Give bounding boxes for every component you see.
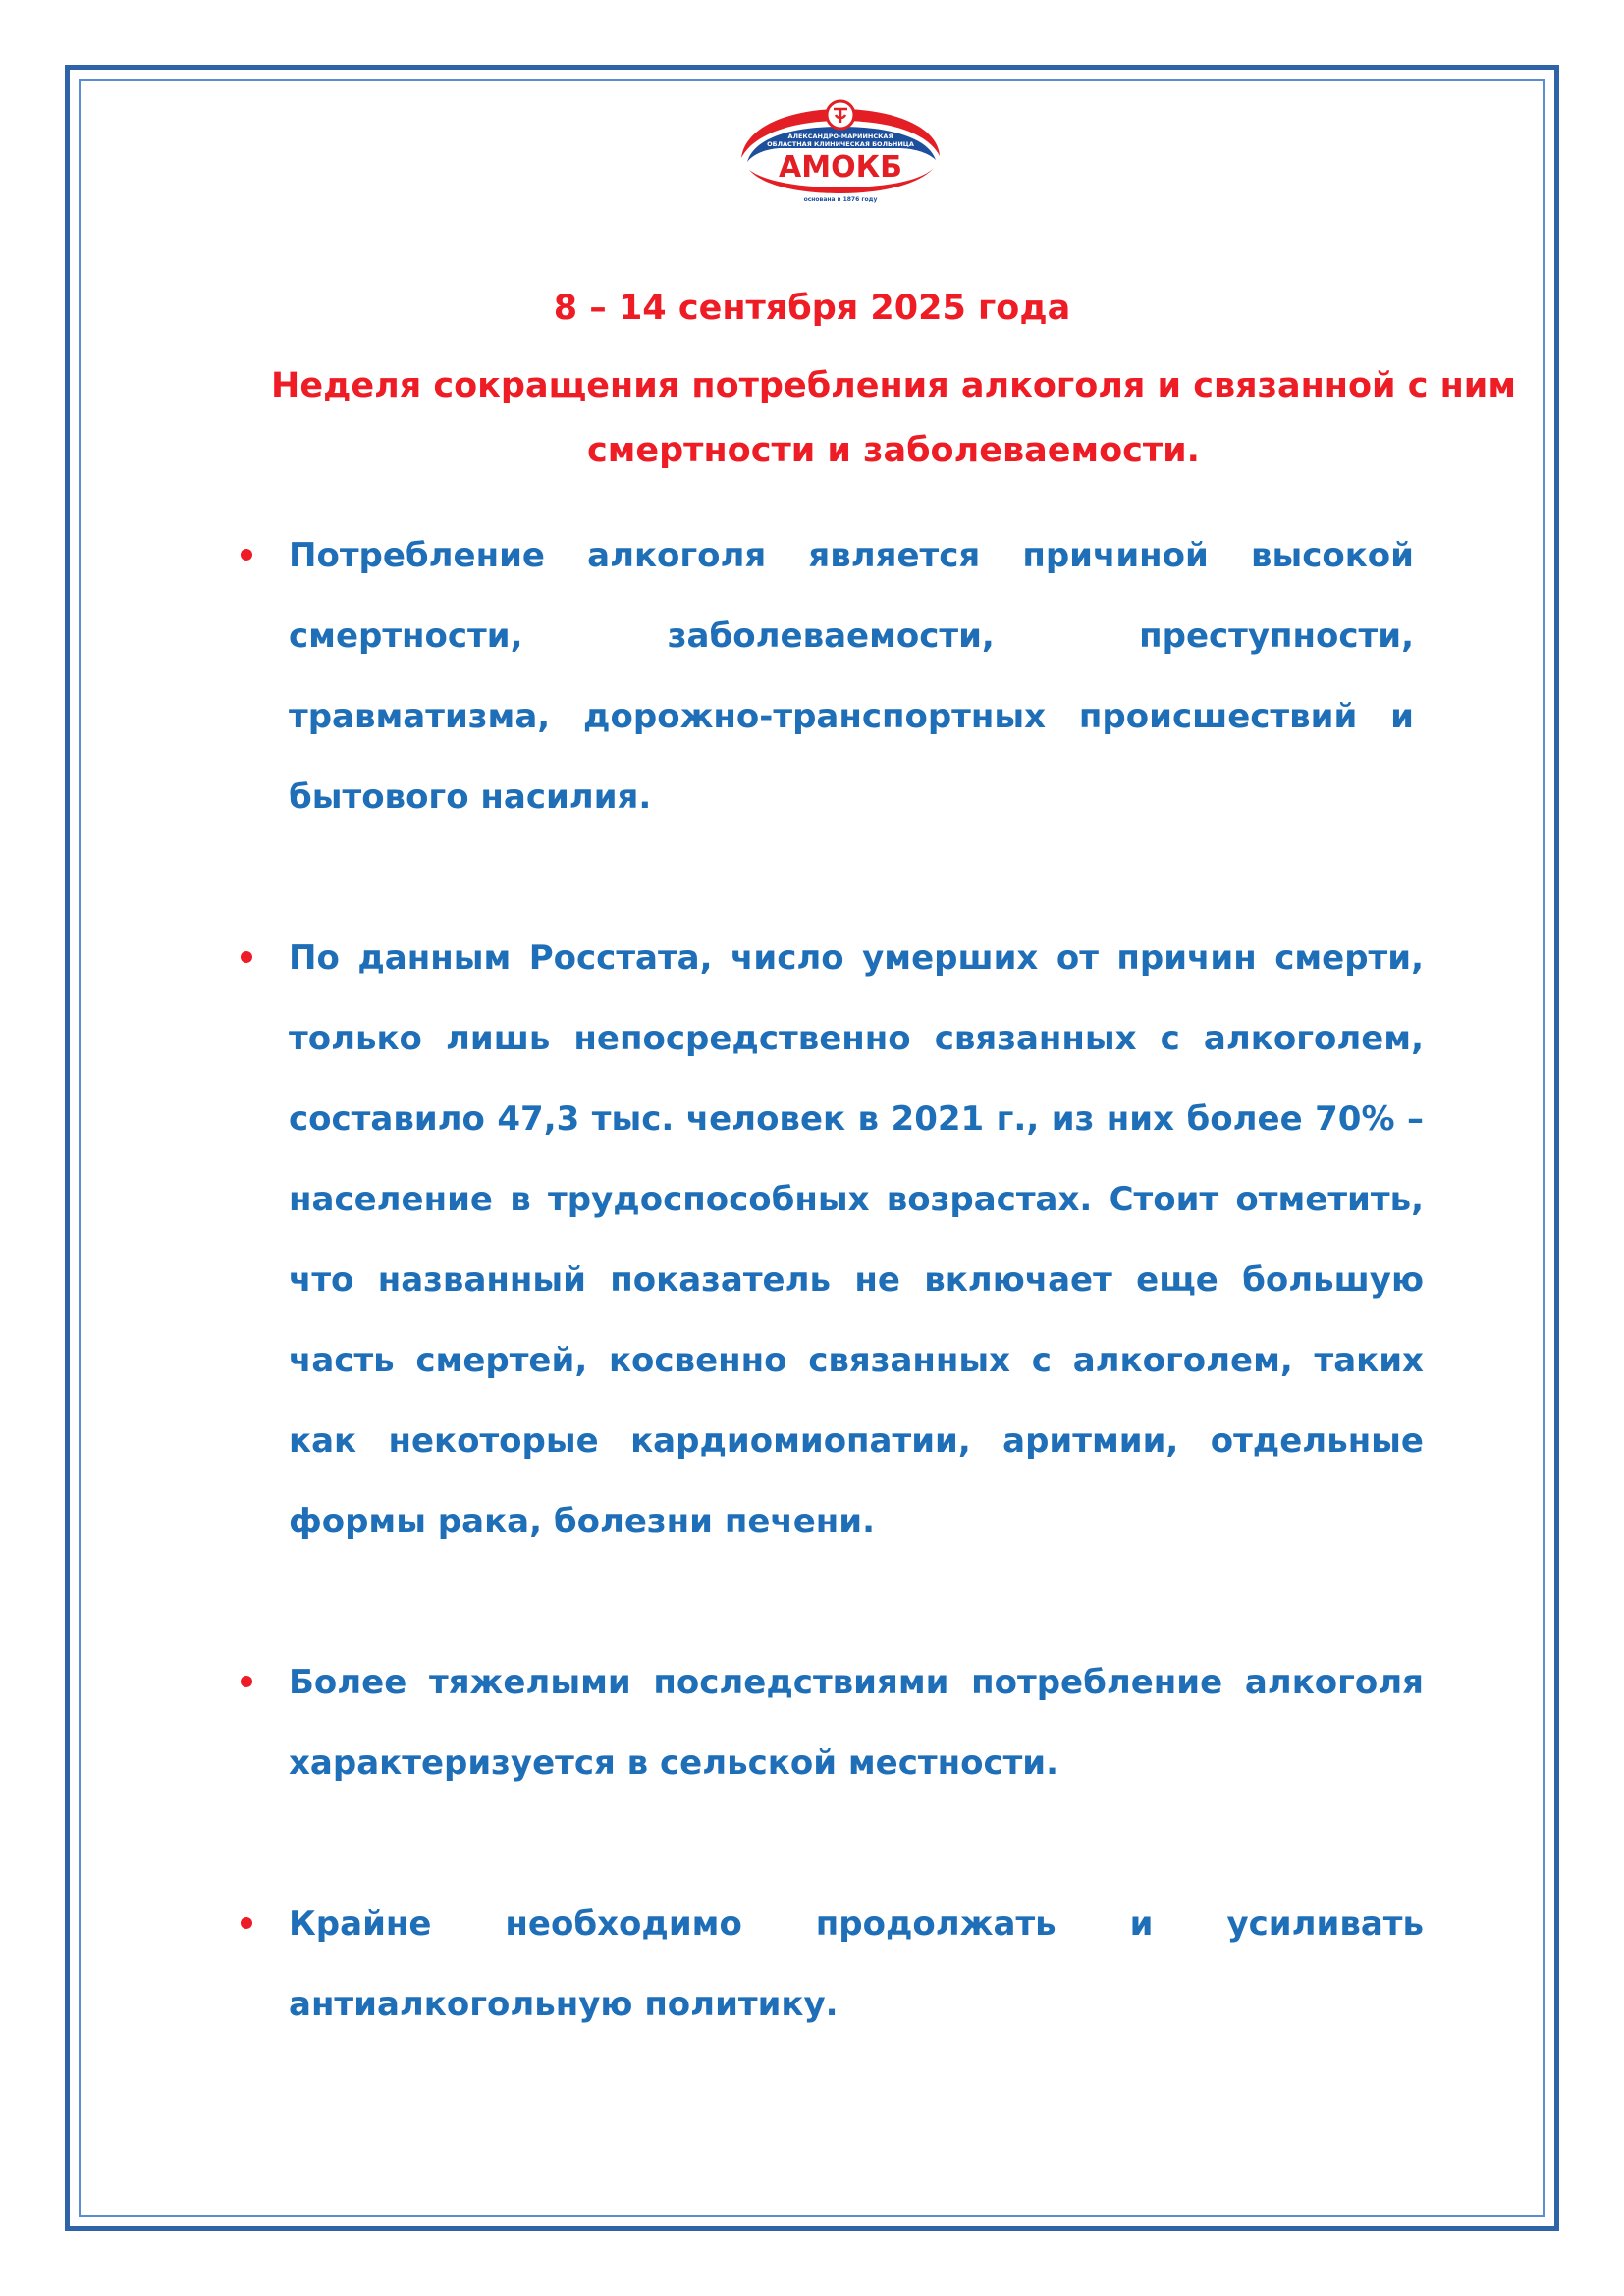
bullet-item: Более тяжелыми последствиями потребление алкоголя характеризуется в сельской местности. xyxy=(236,1642,1424,1803)
logo-founded: основана в 1876 году xyxy=(803,196,878,203)
logo-abbr: АМОКБ xyxy=(779,150,902,185)
bullet-item: По данным Росстата, число умерших от причин смерти, только лишь непосредственно связанных с алкоголем, составило 47,3 тыс. человек в 2021 г., из них более 70% – население в трудоспособных возрастах. Стоит отметить, что названный показатель не включает еще большую часть смертей, косвенно связанных с алкоголем, таких как некоторые кардиомиопатии, аритмии, отдельные формы рака, болезни печени. xyxy=(236,918,1424,1562)
logo-line2: ОБЛАСТНАЯ КЛИНИЧЕСКАЯ БОЛЬНИЦА xyxy=(767,140,914,148)
hospital-logo xyxy=(735,97,946,203)
bullet-item: Крайне необходимо продолжать и усиливать антиалкогольную политику. xyxy=(236,1884,1424,2045)
page-title: Неделя сокращения потребления алкоголя и связанной с ним смертности и заболеваемости. xyxy=(271,366,1516,470)
logo-line1: АЛЕКСАНДРО-МАРИИНСКАЯ xyxy=(787,133,893,140)
event-dates: 8 – 14 сентября 2025 года xyxy=(553,289,1071,328)
bullet-list xyxy=(236,515,1424,2045)
bullet-item: Потребление алкоголя является причиной высокой смертности, заболеваемости, преступности, травматизма, дорожно-транспортных происшествий и бытового насилия. xyxy=(236,515,1414,837)
